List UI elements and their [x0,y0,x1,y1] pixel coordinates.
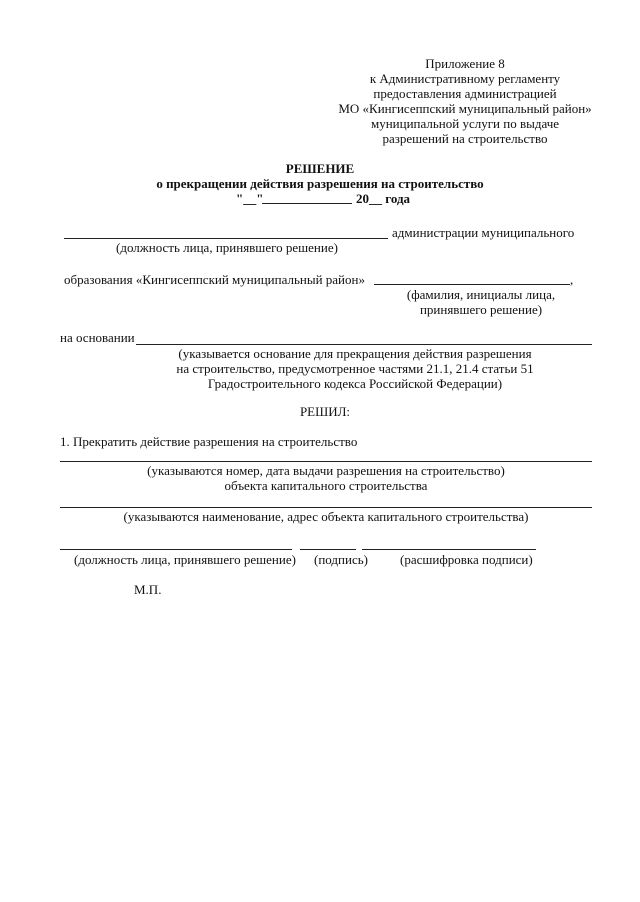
item-1-text: 1. Прекратить действие разрешения на строительство [60,434,358,449]
admin-suffix: администрации муниципального [392,225,575,240]
caption-basis-1: (указывается основание для прекращения действия разрешения [178,346,532,361]
caption-sig-position: (должность лица, принявшего решение) [74,552,296,567]
appendix-line-2: к Административному регламенту [369,71,561,86]
caption-basis-2: на строительство, предусмотренное частями 21.1, 21.4 статьи 51 [176,361,534,376]
date-day-field[interactable]: "__" [236,191,264,206]
appendix-block [330,56,600,146]
appendix-line-6: разрешений на строительство [382,131,548,146]
position-field-line[interactable] [64,238,388,239]
appendix-line-5: муниципальной услуги по выдаче [370,116,560,131]
caption-name-1: (фамилия, инициалы лица, [406,287,556,302]
caption-object: (указываются наименование, адрес объекта капитального строительства) [123,509,529,524]
appendix-line-3: предоставления администрацией [373,86,557,101]
caption-name-2: принявшего решение) [419,302,543,317]
name-field-line[interactable] [374,284,570,285]
caption-sig-signature: (подпись) [314,552,368,567]
object-field-line[interactable] [60,507,592,508]
stamp-label: М.П. [134,582,162,597]
appendix-line-4: МО «Кингисеппский муниципальный район» [338,101,592,116]
sig-position-line[interactable] [60,549,292,550]
sig-signature-line[interactable] [300,549,356,550]
basis-label: на основании [60,330,135,345]
caption-permit-1: (указываются номер, дата выдачи разрешения на строительство) [147,463,505,478]
caption-position: (должность лица, принявшего решение) [116,240,338,255]
permit-field-line[interactable] [60,461,592,462]
appendix-line-1: Приложение 8 [425,56,505,71]
caption-sig-decode: (расшифровка подписи) [400,552,533,567]
document-subtitle: о прекращении действия разрешения на строительство [156,176,484,191]
basis-field-line[interactable] [136,344,592,345]
decided-heading: РЕШИЛ: [299,404,351,419]
date-month-line[interactable] [262,203,352,204]
document-title: РЕШЕНИЕ [285,161,355,176]
sig-decode-line[interactable] [362,549,536,550]
name-comma: , [570,272,574,287]
caption-basis-3: Градостроительного кодекса Российской Федерации) [207,376,503,391]
municipality-text: образования «Кингисеппский муниципальный район» [64,272,365,287]
caption-permit-2: объекта капитального строительства [224,478,428,493]
date-year-label: 20__ года [356,191,411,206]
